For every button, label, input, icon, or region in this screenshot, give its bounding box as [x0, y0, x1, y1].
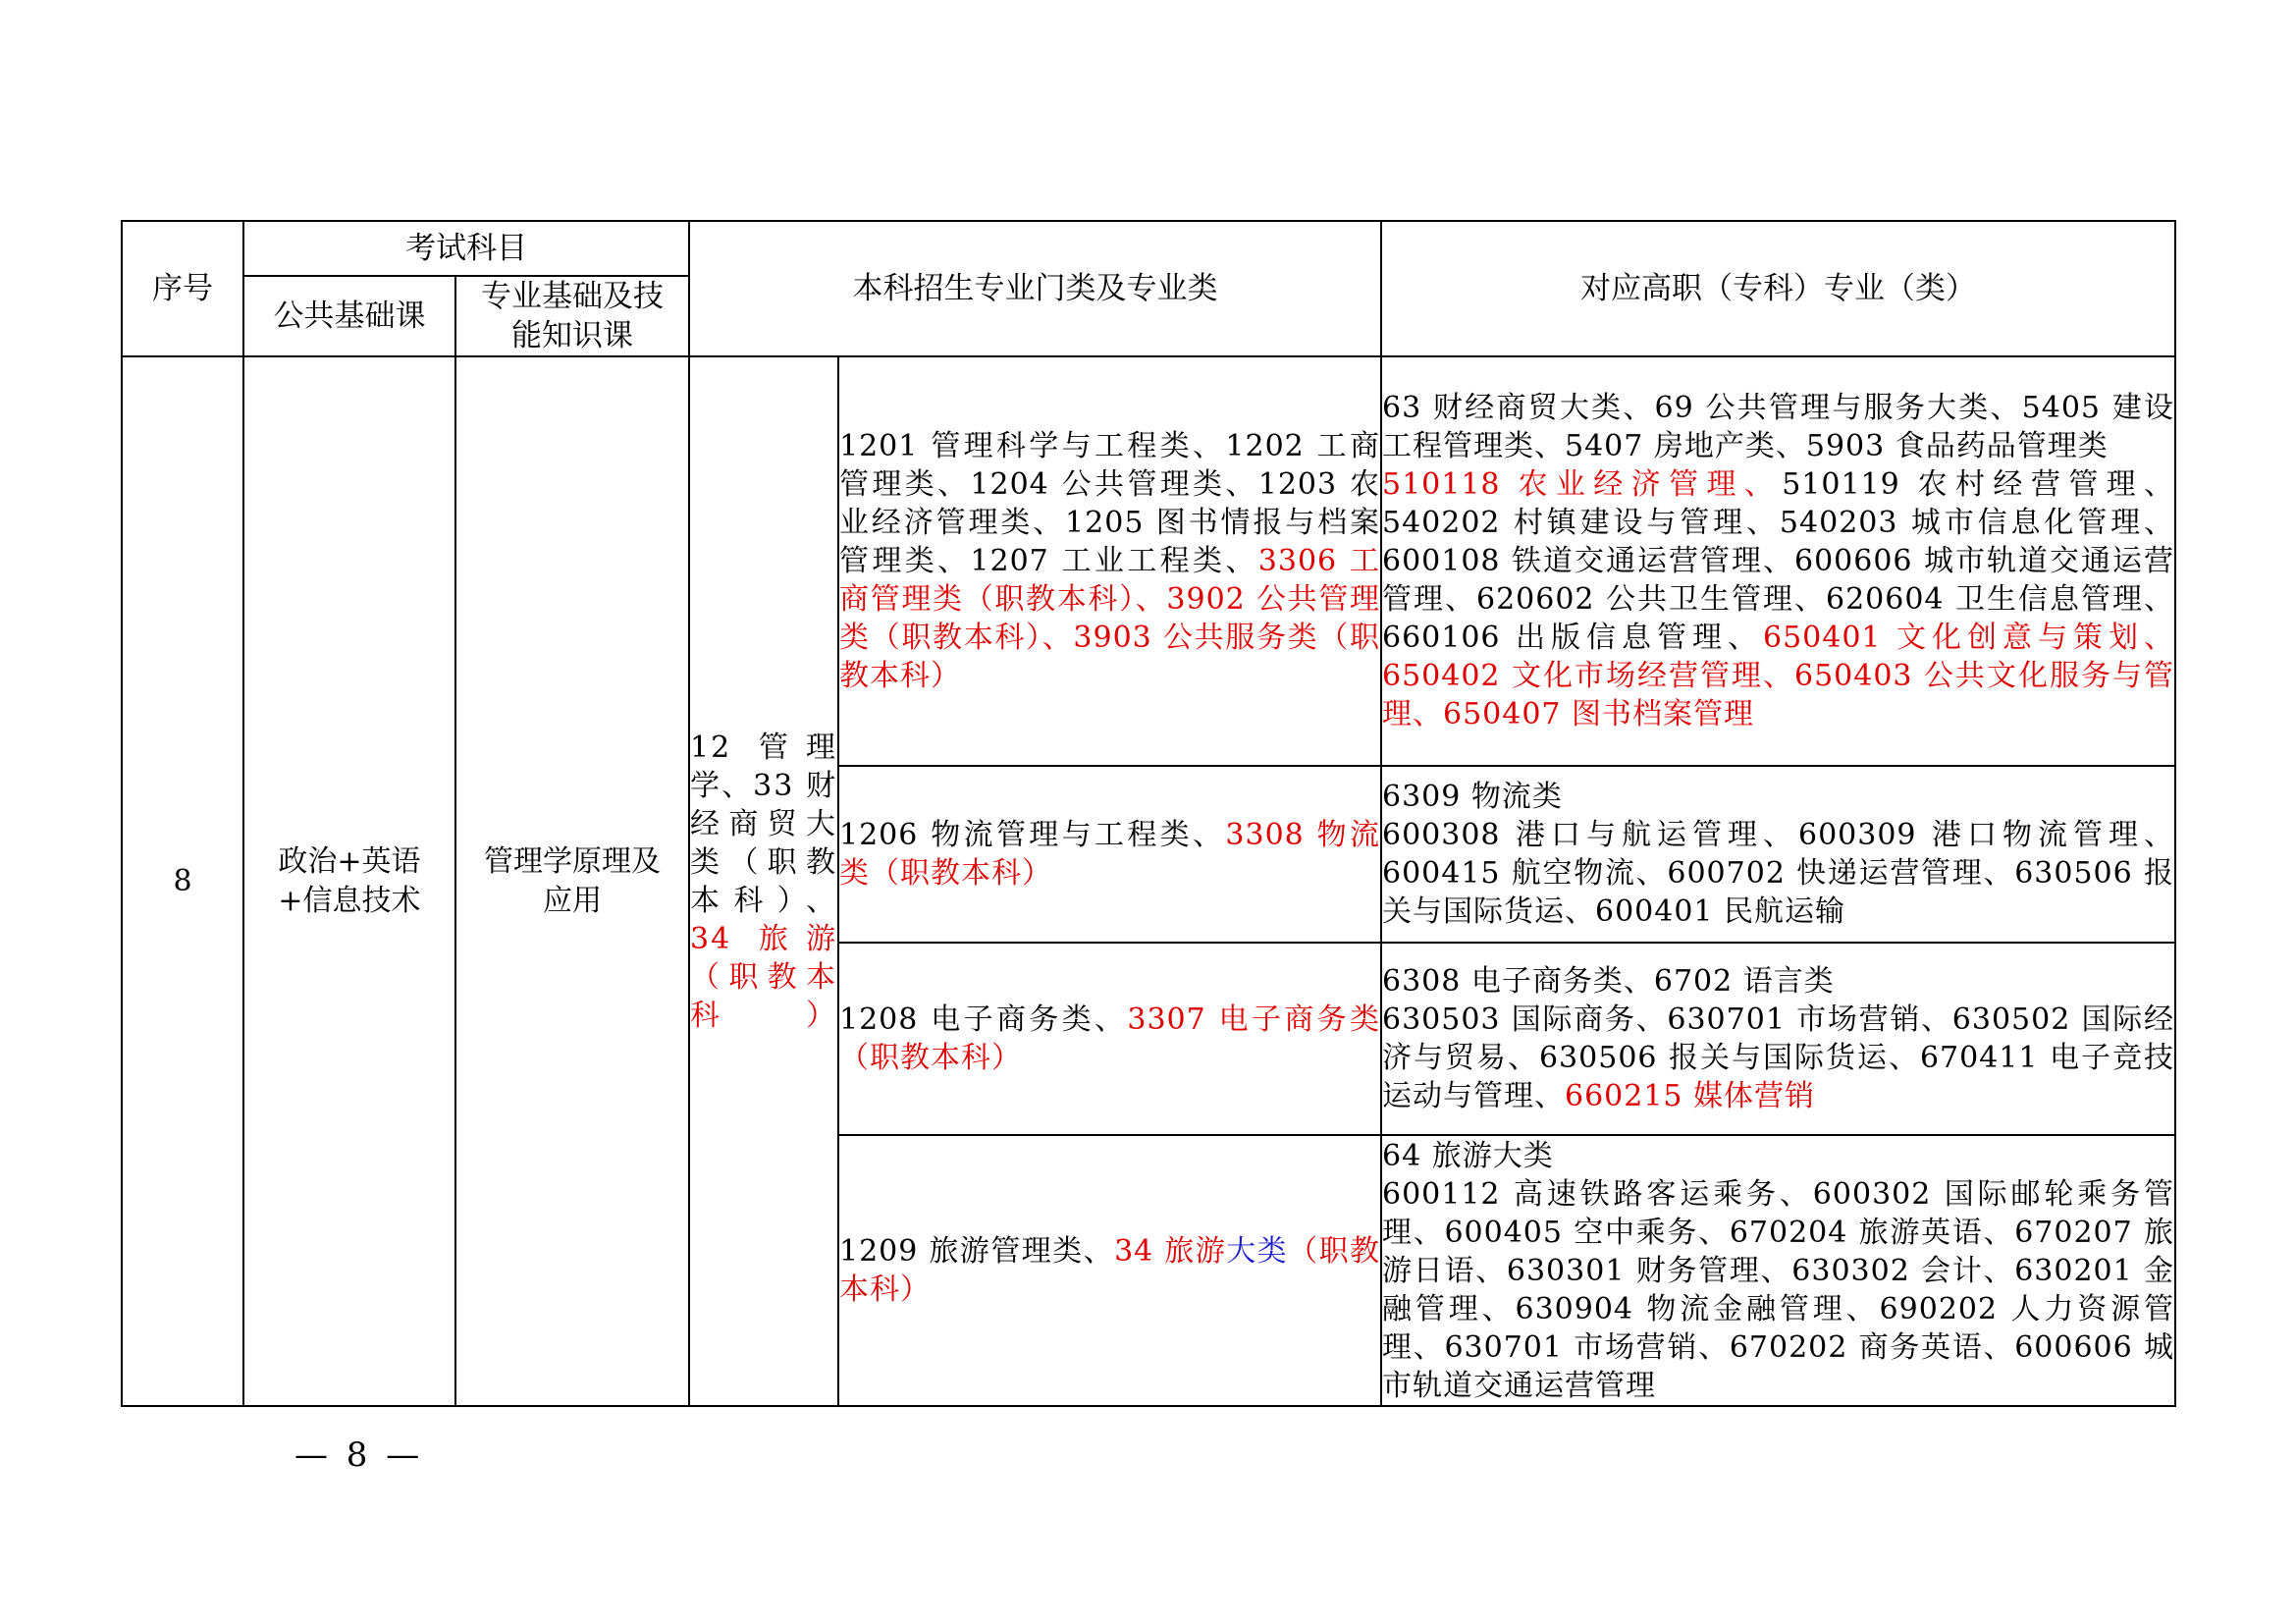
category-red-text: 34 旅游（职教本科） — [690, 921, 837, 1033]
voc-1-line1: 63 财经商贸大类、69 公共管理与服务大类、5405 建设工程管理类、5407 房地产类、5903 食品药品管理类 — [1382, 391, 2174, 463]
voc-3-line1: 6308 电子商务类、6702 语言类 — [1382, 964, 1835, 999]
major-2-red: 3308 物流类（职教本科） — [839, 818, 1380, 891]
major-4-red-b: （职教本科） — [839, 1234, 1381, 1307]
voc-cell-2 — [1381, 766, 2175, 943]
voc-cell-3 — [1381, 943, 2175, 1135]
major-2-black: 1206 物流管理与工程类、 — [839, 818, 1226, 852]
row-seq: 8 — [122, 356, 243, 1406]
row-public-course: 政治+英语+信息技术 — [243, 356, 455, 1406]
major-4-red-a: 34 旅游 — [1114, 1234, 1227, 1269]
page-number: — 8 — — [294, 1435, 424, 1475]
voc-1-red-a: 510118 农业经济管理、 — [1382, 467, 1783, 502]
major-4-blue: 大类 — [1226, 1234, 1289, 1269]
voc-cell-4 — [1381, 1135, 2175, 1406]
major-4-black: 1209 旅游管理类、 — [839, 1234, 1115, 1269]
major-cell-3 — [838, 943, 1381, 1135]
header-undergrad: 本科招生专业门类及专业类 — [689, 221, 1381, 356]
header-vocational: 对应高职（专科）专业（类） — [1381, 221, 2175, 356]
voc-1-black: 510119 农村经营管理、540202 村镇建设与管理、540203 城市信息化管理、600108 铁道交通运营管理、600606 城市轨道交通运营管理、620602 公共卫生管理、620604 卫生信息管理、660106 出版信息管理、 — [1382, 467, 2175, 655]
category-black-text: 12 管理学、33 财经商贸大类（职教本科）、 — [690, 730, 837, 918]
major-1-black: 1201 管理科学与工程类、1202 工商管理类、1204 公共管理类、1203 农业经济管理类、1205 图书情报与档案管理类、1207 工业工程类、 — [839, 429, 1380, 578]
major-3-black: 1208 电子商务类、 — [839, 1002, 1128, 1037]
voc-2-line1: 6309 物流类 — [1382, 780, 1563, 814]
voc-3-red-b: 660215 媒体营销 — [1565, 1079, 1816, 1113]
voc-cell-1 — [1381, 356, 2175, 766]
row-prof-course: 管理学原理及应用 — [455, 356, 689, 1406]
major-cell-1 — [838, 356, 1381, 766]
header-seq: 序号 — [122, 221, 243, 356]
header-public-course: 公共基础课 — [243, 276, 455, 356]
voc-3-black: 630503 国际商务、630701 市场营销、630502 国际经济与贸易、630506 报关与国际货运、670411 电子竞技运动与管理、 — [1382, 1002, 2174, 1113]
major-1-red: 3306 工商管理类（职教本科）、3902 公共管理类（职教本科）、3903 公共服务类（职教本科） — [839, 544, 1381, 693]
voc-2-black: 600308 港口与航运管理、600309 港口物流管理、600415 航空物流、600702 快递运营管理、630506 报关与国际货运、600401 民航运输 — [1382, 818, 2174, 929]
row-category — [689, 356, 838, 1406]
voc-4-line1: 64 旅游大类 — [1382, 1138, 1554, 1173]
voc-1-red-b: 650401 文化创意与策划、650402 文化市场经营管理、650403 公共文化服务与管理、650407 图书档案管理 — [1382, 621, 2174, 731]
major-3-red: 3307 电子商务类（职教本科） — [839, 1002, 1381, 1075]
major-cell-4 — [838, 1135, 1381, 1406]
majors-table — [121, 220, 2176, 1407]
header-exam-subjects: 考试科目 — [243, 221, 689, 276]
voc-4-black: 600112 高速铁路客运乘务、600302 国际邮轮乘务管理、600405 空中乘务、670204 旅游英语、670207 旅游日语、630301 财务管理、630302 会计、630201 金融管理、630904 物流金融管理、690202 人力资源管理、630701 市场营销、670202 商务英语、600606 城市轨道交通运营管理 — [1382, 1176, 2174, 1403]
header-prof-course: 专业基础及技能知识课 — [455, 276, 689, 356]
major-cell-2 — [838, 766, 1381, 943]
